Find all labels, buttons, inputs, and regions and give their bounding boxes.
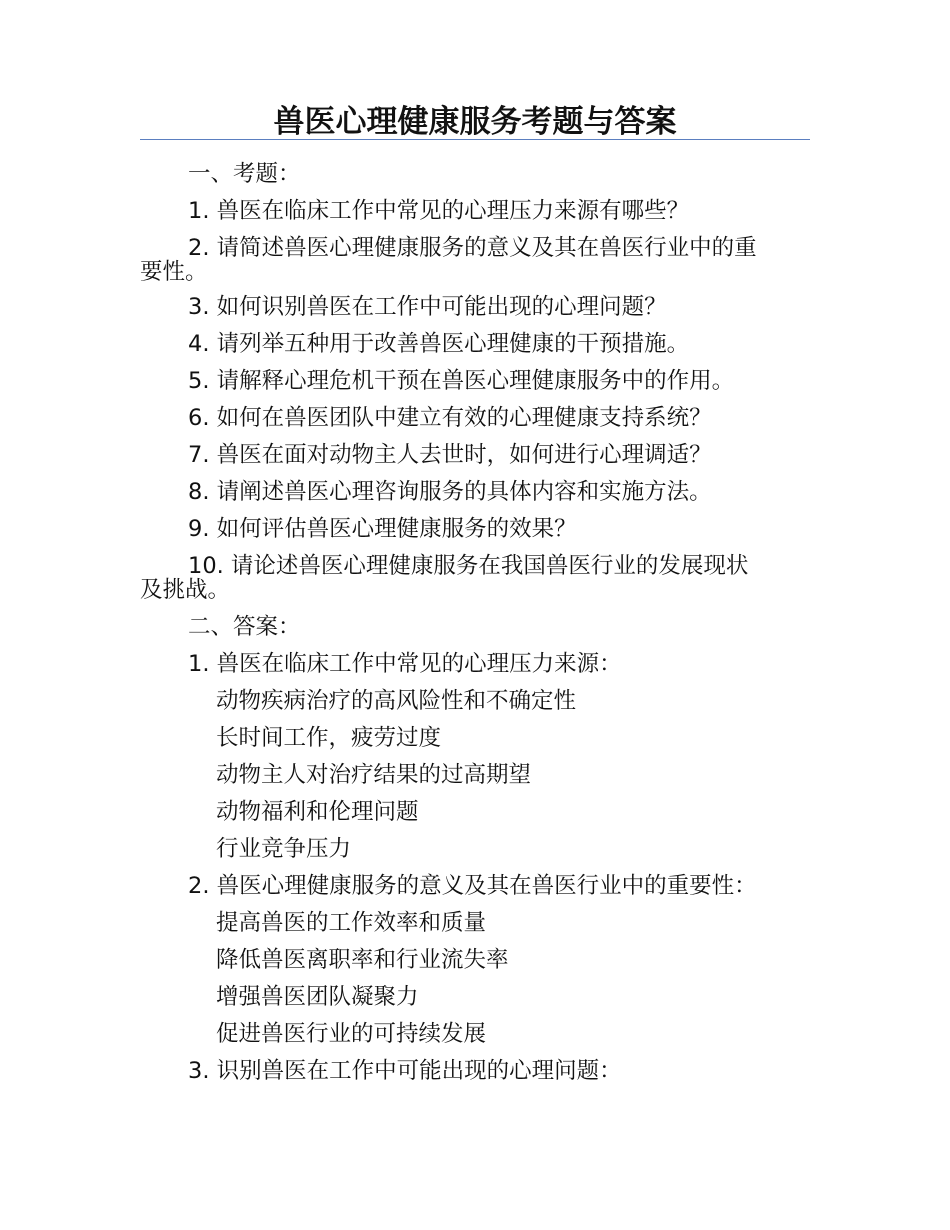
question-8: 8. 请阐述兽医心理咨询服务的具体内容和实施方法。: [188, 479, 712, 505]
answers-heading: 二、答案：: [188, 614, 301, 640]
question-10-continuation: 及挑战。: [140, 577, 231, 603]
answer-1-point: 长时间工作，疲劳过度: [216, 725, 442, 751]
question-2-continuation: 要性。: [140, 259, 208, 285]
answer-1-point: 动物主人对治疗结果的过高期望: [216, 762, 532, 788]
answer-3-heading: 3. 识别兽医在工作中可能出现的心理问题：: [188, 1058, 622, 1084]
question-9: 9. 如何评估兽医心理健康服务的效果？: [188, 516, 577, 542]
question-5: 5. 请解释心理危机干预在兽医心理健康服务中的作用。: [188, 368, 735, 394]
question-7: 7. 兽医在面对动物主人去世时，如何进行心理调适？: [188, 442, 712, 468]
answer-1-heading: 1. 兽医在临床工作中常见的心理压力来源：: [188, 651, 622, 677]
document-title: 兽医心理健康服务考题与答案: [273, 104, 677, 140]
title-underline: [140, 139, 810, 140]
answer-2-point: 增强兽医团队凝聚力: [216, 984, 419, 1010]
answer-1-point: 动物福利和伦理问题: [216, 799, 419, 825]
question-2: 2. 请简述兽医心理健康服务的意义及其在兽医行业中的重: [188, 235, 757, 261]
answer-2-point: 降低兽医离职率和行业流失率: [216, 947, 509, 973]
questions-heading: 一、考题：: [188, 161, 301, 187]
answer-1-point: 行业竞争压力: [216, 836, 352, 862]
answer-2-heading: 2. 兽医心理健康服务的意义及其在兽医行业中的重要性：: [188, 873, 757, 899]
question-3: 3. 如何识别兽医在工作中可能出现的心理问题？: [188, 294, 667, 320]
question-10: 10. 请论述兽医心理健康服务在我国兽医行业的发展现状: [188, 553, 749, 579]
answer-2-point: 提高兽医的工作效率和质量: [216, 910, 487, 936]
question-4: 4. 请列举五种用于改善兽医心理健康的干预措施。: [188, 331, 690, 357]
answer-2-point: 促进兽医行业的可持续发展: [216, 1021, 487, 1047]
answer-1-point: 动物疾病治疗的高风险性和不确定性: [216, 688, 577, 714]
question-1: 1. 兽医在临床工作中常见的心理压力来源有哪些？: [188, 198, 690, 224]
question-6: 6. 如何在兽医团队中建立有效的心理健康支持系统？: [188, 405, 712, 431]
